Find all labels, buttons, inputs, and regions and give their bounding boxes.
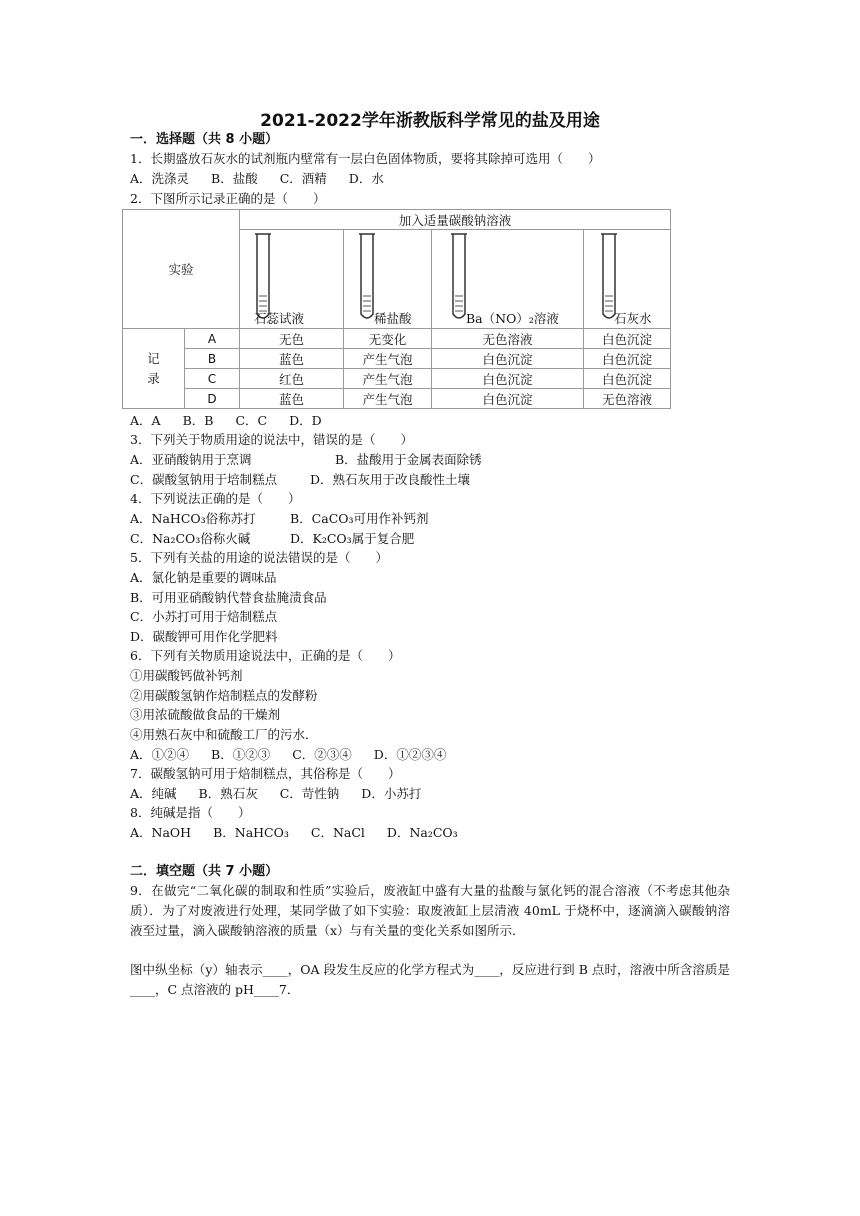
option-d: D．小苏打 <box>361 786 422 801</box>
experiment-table <box>122 209 671 409</box>
tube-cell-4 <box>584 230 671 329</box>
page-title: 2021-2022学年浙教版科学常见的盐及用途 <box>260 111 600 131</box>
table-cell: 无变化 <box>344 329 432 349</box>
question-6-stem: 6．下列有关物质用途说法中，正确的是（ ） <box>130 648 401 663</box>
table-cell: 无色 <box>240 329 344 349</box>
table-row <box>123 389 671 409</box>
tube-cell-2 <box>344 230 432 329</box>
question-3-options-row-2 <box>130 470 470 490</box>
row-key: A <box>185 329 240 349</box>
experiment-label-cell <box>123 210 240 329</box>
option-b: B．NaHCO₃ <box>213 825 289 840</box>
tube-label-4: 石灰水 <box>614 311 652 326</box>
statement-2: ②用碳酸氢钠作焙制糕点的发酵粉 <box>130 688 318 703</box>
option-c: C．Na₂CO₃俗称火碱 <box>130 531 251 546</box>
option-b: B．可用亚硝酸钠代替食盐腌渍食品 <box>130 590 327 605</box>
option-c: C．NaCl <box>310 825 365 840</box>
option-c: C．②③④ <box>292 747 352 762</box>
statement-4: ④用熟石灰中和硫酸工厂的污水． <box>130 727 318 742</box>
option-c: C．小苏打可用于焙制糕点 <box>130 609 278 624</box>
table-cell: 产生气泡 <box>344 389 432 409</box>
question-9-paragraph-2: 图中纵坐标（y）轴表示____，OA 段发生反应的化学方程式为____，反应进行到 B 点时，溶液中所含溶质是____，C 点溶液的 pH____7． <box>130 962 730 997</box>
option-b: B．熟石灰 <box>198 786 258 801</box>
table-cell: 红色 <box>240 369 344 389</box>
record-label-bottom: 录 <box>147 370 160 386</box>
table-cell: 蓝色 <box>240 389 344 409</box>
experiment-label: 实验 <box>168 262 194 277</box>
question-3-options-row-1 <box>130 450 482 470</box>
option-a: A．①②④ <box>130 747 190 762</box>
option-b: B．盐酸 <box>211 171 258 186</box>
question-4-options-row-1 <box>130 509 429 529</box>
option-a: A．A <box>130 413 161 428</box>
row-key: C <box>185 369 240 389</box>
option-d: D．水 <box>348 171 384 186</box>
table-cell: 白色沉淀 <box>432 389 584 409</box>
table-cell: 白色沉淀 <box>584 329 671 349</box>
table-cell: 白色沉淀 <box>432 349 584 369</box>
question-1-stem: 1．长期盛放石灰水的试剂瓶内壁常有一层白色固体物质，要将其除掉可选用（ ） <box>130 151 601 166</box>
section-fill-heading: 二．填空题（共 7 小题） <box>130 864 279 879</box>
table-row <box>123 349 671 369</box>
table-cell: 白色沉淀 <box>584 349 671 369</box>
tube-label-2: 稀盐酸 <box>374 311 412 326</box>
option-a: A．纯碱 <box>130 786 177 801</box>
option-b: B．CaCO₃可用作补钙剂 <box>290 511 429 526</box>
tube-label-1: 石蕊试液 <box>254 311 305 326</box>
question-2-stem: 2．下图所示记录正确的是（ ） <box>130 191 326 206</box>
question-1-options <box>130 169 406 189</box>
option-d: D．D <box>289 413 322 428</box>
statement-3: ③用浓硫酸做食品的干燥剂 <box>130 707 281 722</box>
option-c: C．酒精 <box>279 171 327 186</box>
question-5-stem: 5．下列有关盐的用途的说法错误的是（ ） <box>130 550 388 565</box>
question-6-options <box>130 745 468 765</box>
tube-cell-3 <box>432 230 584 329</box>
option-d: D．①②③④ <box>373 747 447 762</box>
option-a: A．氯化钠是重要的调味品 <box>130 570 277 585</box>
option-a: A．亚硝酸钠用于烹调 <box>130 452 252 467</box>
table-cell: 白色沉淀 <box>432 369 584 389</box>
table-row <box>123 369 671 389</box>
row-key: D <box>185 389 240 409</box>
record-label-top: 记 <box>147 350 160 366</box>
table-cell: 无色溶液 <box>584 389 671 409</box>
question-7-stem: 7．碳酸氢钠可用于焙制糕点，其俗称是（ ） <box>130 766 401 781</box>
option-d: D．碳酸钾可用作化学肥料 <box>130 629 278 644</box>
table-cell: 产生气泡 <box>344 349 432 369</box>
question-2-options <box>130 411 344 431</box>
statement-1: ①用碳酸钙做补钙剂 <box>130 668 243 683</box>
question-7-options <box>130 784 443 804</box>
table-cell: 无色溶液 <box>432 329 584 349</box>
option-c: C．苛性钠 <box>279 786 340 801</box>
question-9-paragraph-1: 9．在做完“二氧化碳的制取和性质”实验后，废液缸中盛有大量的盐酸与氯化钙的混合溶液（不考虑其他杂质）．为了对废液进行处理，某同学做了如下实验：取废液缸上层清液 40mL 于烧杯中，逐滴滴入碳酸钠溶液至过量，滴入碳酸钠溶液的质量（x）与有关量的变化关系如图所示． <box>130 883 730 938</box>
option-b: B．盐酸用于金属表面除锈 <box>335 452 482 467</box>
tube-label-3: Ba（NO）₂溶液 <box>466 311 559 326</box>
section-choice-heading: 一．选择题（共 8 小题） <box>130 132 279 147</box>
table-cell: 蓝色 <box>240 349 344 369</box>
option-a: A．NaHCO₃俗称苏打 <box>130 511 256 526</box>
option-d: D．Na₂CO₃ <box>386 825 458 840</box>
option-b: B．B <box>182 413 214 428</box>
header-add-cell: 加入适量碳酸钠溶液 <box>240 210 671 230</box>
table-row <box>123 329 671 349</box>
table-cell: 产生气泡 <box>344 369 432 389</box>
question-8-stem: 8．纯碱是指（ ） <box>130 805 251 820</box>
table-cell: 白色沉淀 <box>584 369 671 389</box>
option-b: B．①②③ <box>211 747 271 762</box>
option-d: D．K₂CO₃属于复合肥 <box>290 531 415 546</box>
question-4-stem: 4．下列说法正确的是（ ） <box>130 491 301 506</box>
option-a: A．NaOH <box>130 825 192 840</box>
question-4-options-row-2 <box>130 529 414 549</box>
question-8-options <box>130 823 480 843</box>
record-label-cell <box>123 329 185 409</box>
option-c: C．C <box>235 413 268 428</box>
option-a: A．洗涤灵 <box>130 171 190 186</box>
option-d: D．熟石灰用于改良酸性土壤 <box>310 472 471 487</box>
option-c: C．碳酸氢钠用于培制糕点 <box>130 472 278 487</box>
question-3-stem: 3．下列关于物质用途的说法中，错误的是（ ） <box>130 432 413 447</box>
tube-cell-1 <box>240 230 344 329</box>
row-key: B <box>185 349 240 369</box>
